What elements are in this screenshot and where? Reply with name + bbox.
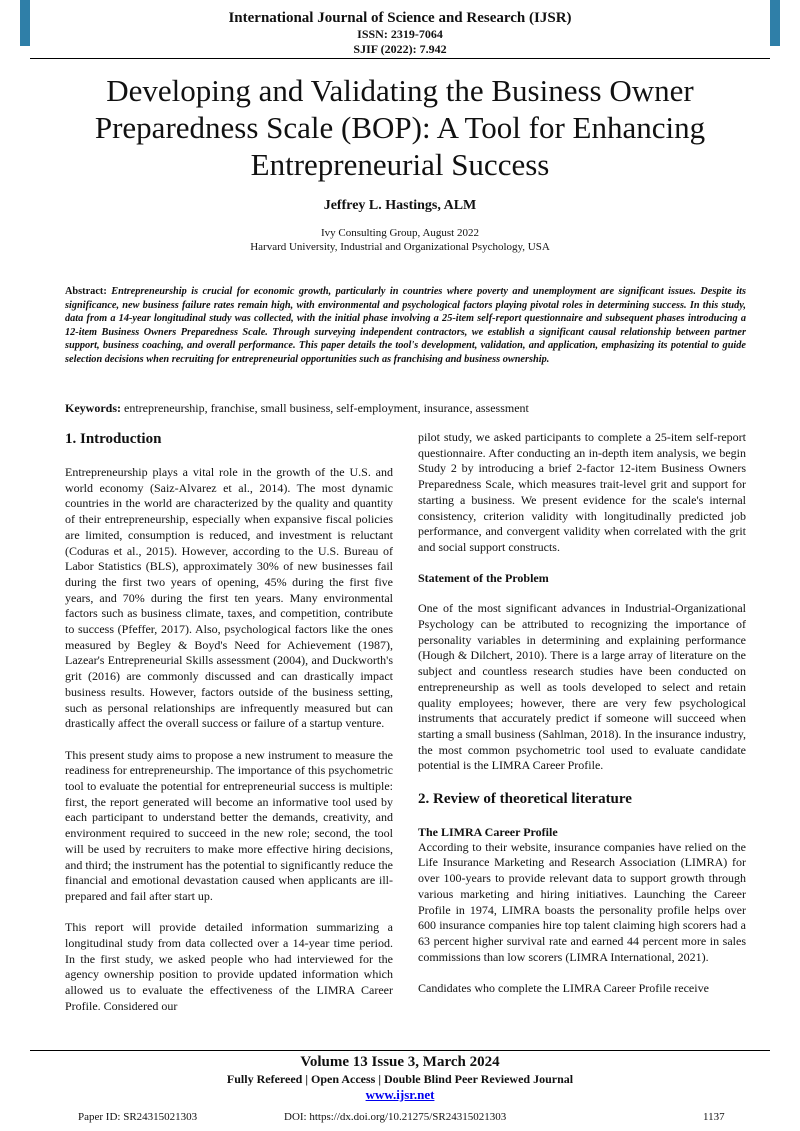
page-number: 1137 xyxy=(703,1111,725,1123)
paragraph: According to their website, insurance companies have relied on the Life Insurance Marketing and Research Association (LIMRA) for over 100-years to provide relevant data to support growth through various marketing and hiring initiatives. Launching the Career Profile in 1974, LIMRA boasts the personality profile helps over 600 insurance companies hire top talent claiming high scorers had a 63 percent higher survival rate and earned 44 percent more in sales commissions than low scorers (LIMRA International, 2021). xyxy=(418,839,746,964)
doi: DOI: https://dx.doi.org/10.21275/SR24315021303 xyxy=(284,1111,507,1123)
section-heading-introduction: 1. Introduction xyxy=(65,431,162,447)
keywords-text: entrepreneurship, franchise, small business, self-employment, insurance, assessment xyxy=(124,401,529,415)
journal-issn: ISSN: 2319-7064 xyxy=(357,27,443,41)
paper-id: Paper ID: SR24315021303 xyxy=(78,1111,198,1123)
abstract-label: Abstract: xyxy=(65,286,107,297)
keywords xyxy=(65,401,755,416)
paragraph: One of the most significant advances in Industrial-Organizational Psychology can be attributed to recognizing the importance of personality variables in determining and explaining performance (Hough & Dilchert, 2010). There is a large array of literature on the subject and countless research studies have been conducted on entrepreneurship as well as tools developed to select and retain quality employees; however, there are very few psychological instruments that accurately predict if someone will succeed when starting a small business (Sahlman, 2018). In the insurance industry, the most common psychometric tool used to evaluate candidate potential is the LIMRA Career Profile. xyxy=(418,601,746,773)
paragraph: Entrepreneurship plays a vital role in the growth of the U.S. and world economy (Saiz-Alvarez et al., 2014). The most dynamic countries in the world are characterized by the quality and quantity of their entrepreneurship, especially when expansive fiscal policies are limited, consumption is reduced, and investment is reluctant (Coduras et al., 2015). However, according to the U.S. Bureau of Labor Statistics (BLS), approximately 30% of new businesses fail during the first two years of opening, 45% during the first five years, and 70% during the first ten years. Many environmental factors such as business climate, taxes, and competition, contribute to success (Pfeffer, 2017). Also, psychological factors like the ones measured by Begley & Boyd's Need for Achievement (1987), Lazear's Entrepreneurial Skills assessment (2004), and Duckworth's grit (2016) are commonly discussed and can drastically impact business results. However, factors outside of the business setting, such as personal relationships are infrequently measured but can drastically affect the overall success or failure of a startup venture. xyxy=(65,465,393,731)
abstract xyxy=(65,285,746,367)
subsection-heading-problem: Statement of the Problem xyxy=(418,571,549,586)
section-heading-review: 2. Review of theoretical literature xyxy=(418,790,632,807)
refereed-info: Fully Refereed | Open Access | Double Blind Peer Reviewed Journal xyxy=(226,1072,574,1086)
header-divider xyxy=(30,58,770,59)
paragraph: pilot study, we asked participants to complete a 25-item self-report questionnaire. After conducting an in-depth item analysis, we begin Study 2 by introducing a brief 2-factor 12-item Business Owners Preparedness Scale, which measures trait-level grit and support for starting a business. We present evidence for the scale's internal consistency, criterion validity with longitudinally predicted job performance, and convergent validity when correlated with the grit and social support constructs. xyxy=(418,430,746,554)
journal-footer xyxy=(0,1053,800,1103)
abstract-text: Entrepreneurship is crucial for economic growth, particularly in countries where poverty and unemployment are significant issues. Despite its significance, new business failure rates remain high, with environmental and psychological factors playing pivotal roles in determining success. In this study, data from a 14-year longitudinal study was collected, with the initial phase involving a 25-item self-report questionnaire and subsequent phases introducing a 12-item Business Owners Preparedness Scale. Through surveying independent contractors, we establish a significant causal relationship between partner support, business coaching, and overall performance. This paper details the tool's development, validation, and application, emphasizing its potential to guide selection decisions when recruiting for entrepreneurial opportunities such as franchising and business ownership. xyxy=(65,286,746,365)
paper-title: Developing and Validating the Business Owner Preparedness Scale (BOP): A Tool for Enhancing Entrepreneurial Success xyxy=(94,73,706,182)
affiliations xyxy=(0,226,800,254)
paragraph: This present study aims to propose a new instrument to measure the readiness for entrepreneurship. The importance of this psychometric tool to evaluate the potential for entrepreneurial success is multiple: first, the report generated will become an informative tool used by each participant to understand better the demands, creativity, and environment required to succeed in the new role; second, the tool will be used by recruiters to make more effective hiring decisions, and third; the instrument has the potential to significantly reduce the financial and emotional devastation caused when applicants are ill-prepared and fail after start up. xyxy=(65,747,393,903)
paragraph: This report will provide detailed information summarizing a longitudinal study from data collected over a 14-year time period. In the first study, we asked people who had interviewed for the agency ownership position to provide updated information which allowed us to evaluate the effectiveness of the LIMRA Career Profile. Considered our xyxy=(65,920,393,1013)
author-name: Jeffrey L. Hastings, ALM xyxy=(323,198,477,213)
journal-header xyxy=(0,9,800,57)
subsection-heading-limra: The LIMRA Career Profile xyxy=(418,824,558,839)
volume-info: Volume 13 Issue 3, March 2024 xyxy=(300,1054,500,1070)
journal-url-link[interactable]: www.ijsr.net xyxy=(365,1087,435,1102)
affiliation-line: Harvard University, Industrial and Organizational Psychology, USA xyxy=(250,241,550,253)
journal-sjif: SJIF (2022): 7.942 xyxy=(353,42,447,56)
keywords-label: Keywords: xyxy=(65,401,121,415)
paragraph: Candidates who complete the LIMRA Career Profile receive xyxy=(418,981,709,996)
affiliation-line: Ivy Consulting Group, August 2022 xyxy=(321,227,479,239)
right-column xyxy=(418,430,746,1012)
journal-name: International Journal of Science and Research (IJSR) xyxy=(228,10,572,26)
footer-divider xyxy=(30,1050,770,1051)
left-column xyxy=(65,430,393,1030)
